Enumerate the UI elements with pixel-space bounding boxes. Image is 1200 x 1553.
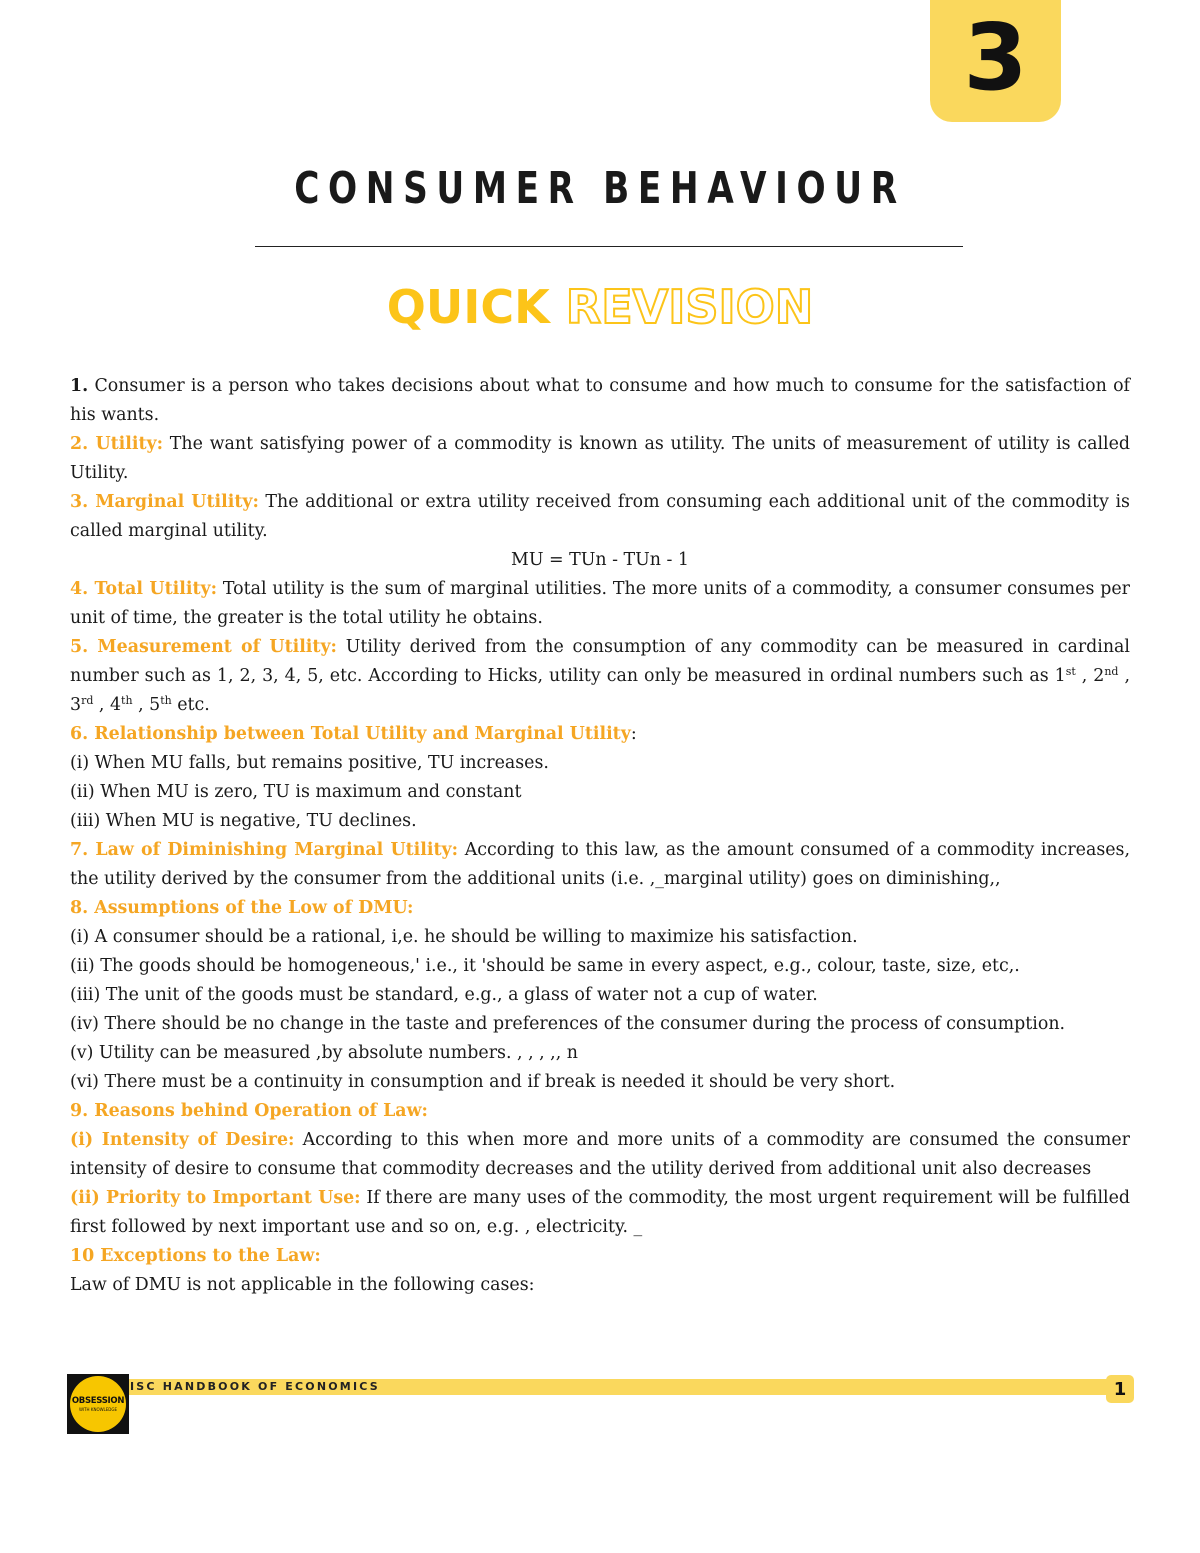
list-item: (i) When MU falls, but remains positive, TU increases. — [70, 753, 549, 773]
page-number: 1 — [1106, 1375, 1134, 1403]
logo-text: OBSESSION — [71, 1396, 125, 1406]
page-title: CONSUMER BEHAVIOUR — [294, 163, 906, 214]
reason-1 — [70, 1126, 1130, 1184]
logo-badge — [70, 1376, 126, 1432]
point-1 — [70, 372, 1130, 430]
ordinal-sep: , 5 — [132, 695, 161, 715]
point-10-text: Law of DMU is not applicable in the following cases: — [70, 1275, 535, 1295]
point-10-heading: 10 Exceptions to the Law: — [70, 1246, 321, 1266]
chapter-number: 3 — [963, 4, 1028, 111]
footer-bar — [126, 1379, 1129, 1395]
revision-content — [70, 372, 1130, 1300]
point-3 — [70, 488, 1130, 546]
list-item: (i) A consumer should be a rational, i,e. he should be willing to maximize his satisfaction. — [70, 927, 858, 947]
ordinal-sep: , 3 — [70, 666, 1130, 715]
point-heading: 4. Total Utility: — [70, 579, 217, 599]
ordinal-end: etc. — [171, 695, 210, 715]
title-divider — [255, 246, 963, 247]
ordinal-sep: , 4 — [93, 695, 122, 715]
point-heading: 2. Utility: — [70, 434, 164, 454]
subtitle-quick: QUICK — [386, 280, 550, 334]
reason-heading: (ii) Priority to Important Use: — [70, 1188, 361, 1208]
point-heading: 3. Marginal Utility: — [70, 492, 259, 512]
mu-formula: MU = TUn - TUn - 1 — [511, 550, 689, 570]
reason-2 — [70, 1184, 1130, 1242]
list-item: (ii) When MU is zero, TU is maximum and constant — [70, 782, 522, 802]
point-7 — [70, 836, 1130, 894]
point-2 — [70, 430, 1130, 488]
point-text: Utility derived from the consumption of any commodity can be measured in cardinal number such as 1, 2, 3, 4, 5, etc. According to Hicks, utility can only be measured in ordinal numbers such as 1 — [70, 637, 1130, 686]
point-heading: 5. Measurement of Utility: — [70, 637, 337, 657]
point-text: The want satisfying power of a commodity is known as utility. The units of measurement of utility is called Utility. — [70, 434, 1130, 483]
list-item: (iv) There should be no change in the taste and preferences of the consumer during the process of consumption. — [70, 1014, 1066, 1034]
heading-colon: : — [630, 724, 637, 744]
point-text: Total utility is the sum of marginal utilities. The more units of a commodity, a consumer consumes per unit of time, the greater is the total utility he obtains. — [70, 579, 1130, 628]
logo-tagline: WITH KNOWLEDGE — [78, 1407, 118, 1412]
ordinal-sep: , 2 — [1075, 666, 1105, 686]
reason-text: If there are many uses of the commodity, the most urgent requirement will be fulfilled first followed by next important use and so on, e.g. , electricity. _ — [70, 1188, 1130, 1237]
subtitle-revision: REVISION — [565, 280, 814, 334]
point-heading: 6. Relationship between Total Utility and Marginal Utility — [70, 724, 631, 744]
ordinal-suffix: nd — [1104, 665, 1119, 678]
section-subtitle — [0, 280, 1200, 334]
ordinal-suffix: st — [1065, 665, 1076, 678]
point-5 — [70, 633, 1130, 720]
reason-heading: (i) Intensity of Desire: — [70, 1130, 295, 1150]
book-title: ISC HANDBOOK OF ECONOMICS — [130, 1380, 380, 1393]
ordinal-suffix: rd — [81, 694, 94, 707]
point-9-heading: 9. Reasons behind Operation of Law: — [70, 1101, 428, 1121]
point-heading: 7. Law of Diminishing Marginal Utility: — [70, 840, 459, 860]
list-item: (iii) The unit of the goods must be standard, e.g., a glass of water not a cup of water. — [70, 985, 818, 1005]
list-item: (vi) There must be a continuity in consumption and if break is needed it should be very short. — [70, 1072, 896, 1092]
ordinal-suffix: th — [121, 694, 133, 707]
point-4 — [70, 575, 1130, 633]
point-text: Consumer is a person who takes decisions about what to consume and how much to consume for the satisfaction of his wants. — [70, 376, 1130, 425]
publisher-logo — [67, 1374, 129, 1434]
point-6 — [70, 720, 1130, 749]
list-item: (iii) When MU is negative, TU declines. — [70, 811, 417, 831]
point-text: The additional or extra utility received from consuming each additional unit of the commodity is called marginal utility. — [70, 492, 1130, 541]
list-item: (v) Utility can be measured ,by absolute numbers. , , , ,, n — [70, 1043, 578, 1063]
list-item: (ii) The goods should be homogeneous,' i.e., it 'should be same in every aspect, e.g., colour, taste, size, etc,. — [70, 956, 1020, 976]
reason-text: According to this when more and more units of a commodity are consumed the consumer intensity of desire to consume that commodity decreases and the utility derived from additional unit also decreases — [70, 1130, 1130, 1179]
point-number: 1. — [70, 376, 89, 396]
point-text: According to this law, as the amount consumed of a commodity increases, the utility derived by the consumer from the additional units (i.e. ,_marginal utility) goes on diminishing,, — [70, 840, 1130, 889]
ordinal-suffix: th — [160, 694, 172, 707]
chapter-number-tab — [930, 0, 1061, 122]
point-8-heading: 8. Assumptions of the Low of DMU: — [70, 898, 414, 918]
